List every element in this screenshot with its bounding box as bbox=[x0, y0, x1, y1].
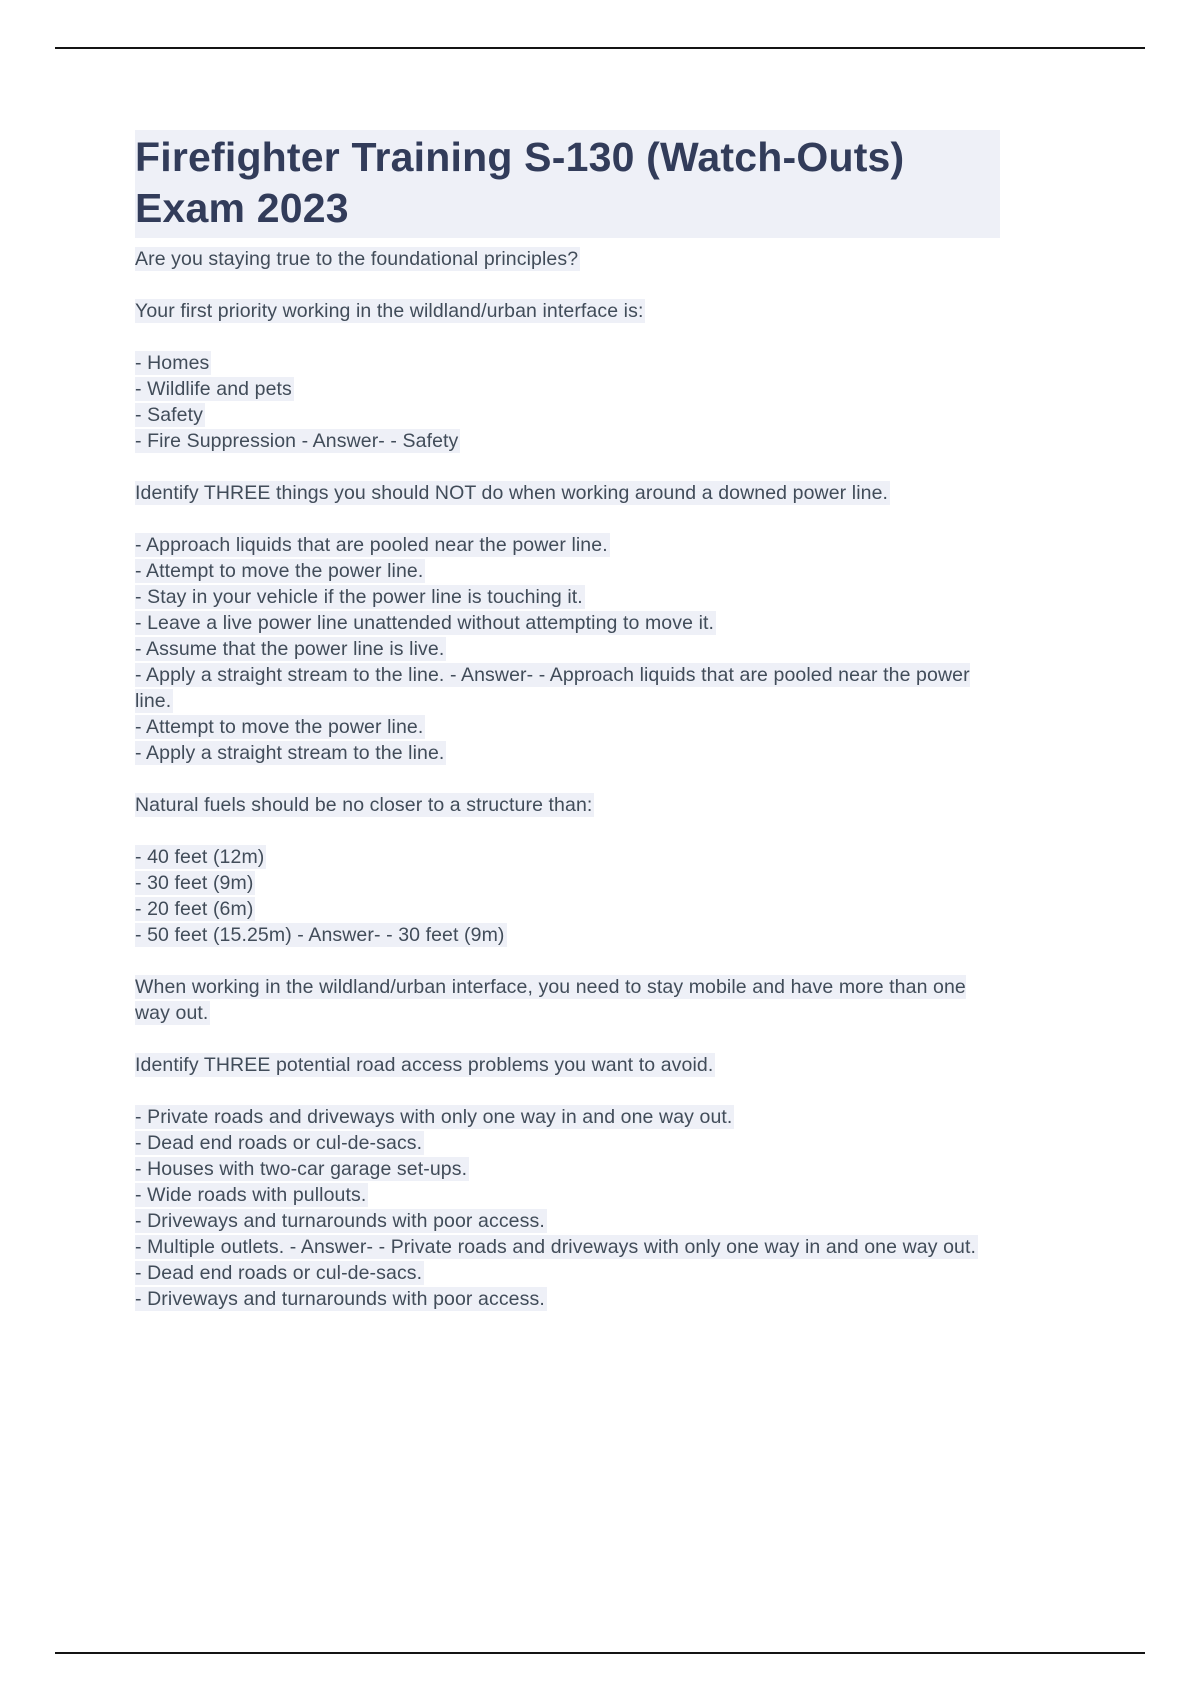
text-line bbox=[135, 428, 1000, 454]
highlighted-text: - Houses with two-car garage set-ups. bbox=[135, 1157, 468, 1180]
text-line bbox=[135, 376, 1000, 402]
text-line bbox=[135, 922, 1000, 948]
text-line bbox=[135, 610, 1000, 636]
highlighted-text: - Wide roads with pullouts. bbox=[135, 1183, 367, 1206]
text-line bbox=[135, 740, 1000, 766]
highlighted-text: - 50 feet (15.25m) - Answer- - 30 feet (9m) bbox=[135, 923, 505, 946]
highlighted-text: - Driveways and turnarounds with poor access. bbox=[135, 1209, 545, 1232]
text-line bbox=[135, 246, 1000, 272]
text-line bbox=[135, 714, 1000, 740]
bottom-horizontal-rule bbox=[55, 1652, 1145, 1654]
highlighted-text: - Dead end roads or cul-de-sacs. bbox=[135, 1131, 423, 1154]
highlighted-text: - Wildlife and pets bbox=[135, 377, 292, 400]
highlighted-text: - 40 feet (12m) bbox=[135, 845, 265, 868]
text-line bbox=[135, 1052, 1000, 1078]
paragraph-block bbox=[135, 1052, 1000, 1078]
highlighted-text: - Apply a straight stream to the line. - Answer- - Approach liquids that are pooled near the power line. bbox=[135, 663, 970, 712]
highlighted-text: - Attempt to move the power line. bbox=[135, 559, 424, 582]
highlighted-text: - 30 feet (9m) bbox=[135, 871, 254, 894]
text-line bbox=[135, 1130, 1000, 1156]
highlighted-text: When working in the wildland/urban interface, you need to stay mobile and have more than one way out. bbox=[135, 975, 966, 1024]
highlighted-text: - Private roads and driveways with only one way in and one way out. bbox=[135, 1105, 733, 1128]
text-line bbox=[135, 870, 1000, 896]
text-line bbox=[135, 350, 1000, 376]
highlighted-text: - Stay in your vehicle if the power line is touching it. bbox=[135, 585, 583, 608]
text-line bbox=[135, 1104, 1000, 1130]
highlighted-text: - Homes bbox=[135, 351, 210, 374]
document-content bbox=[135, 130, 1000, 1338]
highlighted-text: - Multiple outlets. - Answer- - Private roads and driveways with only one way in and one way out. bbox=[135, 1235, 977, 1258]
text-line bbox=[135, 1182, 1000, 1208]
highlighted-text: - Approach liquids that are pooled near the power line. bbox=[135, 533, 608, 556]
highlighted-text: Your first priority working in the wildland/urban interface is: bbox=[135, 299, 644, 322]
title-line-1: Firefighter Training S-130 (Watch-Outs) bbox=[135, 134, 905, 180]
text-line bbox=[135, 480, 1000, 506]
highlighted-text: - Safety bbox=[135, 403, 203, 426]
highlighted-text: - Leave a live power line unattended without attempting to move it. bbox=[135, 611, 715, 634]
highlighted-text: Natural fuels should be no closer to a structure than: bbox=[135, 793, 593, 816]
text-line bbox=[135, 1286, 1000, 1312]
text-line bbox=[135, 844, 1000, 870]
highlighted-text: - Apply a straight stream to the line. bbox=[135, 741, 445, 764]
highlighted-text: - Attempt to move the power line. bbox=[135, 715, 424, 738]
document-title bbox=[135, 130, 1000, 238]
paragraph-block bbox=[135, 532, 1000, 766]
highlighted-text: Identify THREE potential road access problems you want to avoid. bbox=[135, 1053, 714, 1076]
paragraph-block bbox=[135, 974, 1000, 1026]
text-line bbox=[135, 532, 1000, 558]
highlighted-text: - Assume that the power line is live. bbox=[135, 637, 445, 660]
paragraph-block bbox=[135, 246, 1000, 272]
highlighted-text: - Driveways and turnarounds with poor access. bbox=[135, 1287, 545, 1310]
paragraph-block bbox=[135, 480, 1000, 506]
text-line bbox=[135, 792, 1000, 818]
text-line bbox=[135, 1234, 1000, 1260]
top-horizontal-rule bbox=[55, 47, 1145, 49]
highlighted-text: - 20 feet (6m) bbox=[135, 897, 254, 920]
highlighted-text: Are you staying true to the foundational principles? bbox=[135, 247, 579, 270]
text-line bbox=[135, 1156, 1000, 1182]
text-line bbox=[135, 584, 1000, 610]
text-line bbox=[135, 1208, 1000, 1234]
highlighted-text: Identify THREE things you should NOT do when working around a downed power line. bbox=[135, 481, 889, 504]
paragraph-block bbox=[135, 1104, 1000, 1312]
text-line bbox=[135, 662, 1000, 714]
text-line bbox=[135, 896, 1000, 922]
text-line bbox=[135, 974, 1000, 1026]
text-line bbox=[135, 402, 1000, 428]
document-body bbox=[135, 246, 1000, 1312]
highlighted-text: - Dead end roads or cul-de-sacs. bbox=[135, 1261, 423, 1284]
highlighted-text: - Fire Suppression - Answer- - Safety bbox=[135, 429, 459, 452]
paragraph-block bbox=[135, 350, 1000, 454]
text-line bbox=[135, 298, 1000, 324]
text-line bbox=[135, 1260, 1000, 1286]
paragraph-block bbox=[135, 844, 1000, 948]
title-line-2: Exam 2023 bbox=[135, 184, 349, 231]
text-line bbox=[135, 636, 1000, 662]
text-line bbox=[135, 558, 1000, 584]
paragraph-block bbox=[135, 792, 1000, 818]
paragraph-block bbox=[135, 298, 1000, 324]
